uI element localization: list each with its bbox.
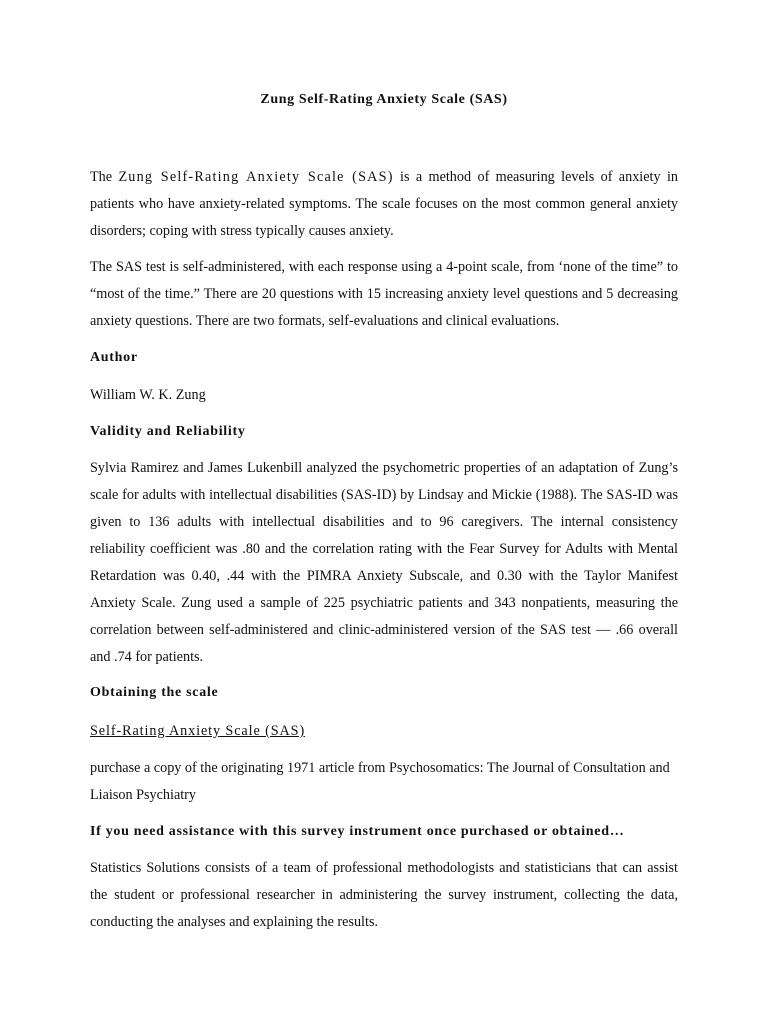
obtaining-heading: Obtaining the scale xyxy=(90,685,219,700)
validity-paragraph-block xyxy=(90,455,678,671)
document-title: Zung Self-Rating Anxiety Scale (SAS) xyxy=(260,92,508,107)
intro-paragraph-block xyxy=(90,164,678,245)
author-name: William W. K. Zung xyxy=(90,387,206,403)
validity-heading: Validity and Reliability xyxy=(90,424,246,439)
validity-paragraph: Sylvia Ramirez and James Lukenbill analyzed the psychometric properties of an adaptation of Zung’s scale for adults with intellectual disabilities (SAS-ID) by Lindsay and Mickie (1988). The SAS-ID was given to 136 adults with intellectual disabilities and to 96 caregivers. The internal consistency reliability coefficient was .80 and the correlation rating with the Fear Survey for Adults with Mental Retardation was 0.40, .44 with the PIMRA Anxiety Subscale, and 0.30 with the Taylor Manifest Anxiety Scale. Zung used a sample of 225 psychiatric patients and 343 nonpatients, measuring the correlation between self-administered and clinic-administered version of the SAS test — .66 overall and .74 for patients. xyxy=(90,460,678,665)
sas-description-paragraph: The SAS test is self-administered, with each response using a 4-point scale, from ‘none of the time” to “most of the time.” There are 20 questions with 15 increasing anxiety level questions and 5 decreasing anxiety questions. There are two formats, self-evaluations and clinical evaluations. xyxy=(90,259,678,329)
assistance-paragraph: Statistics Solutions consists of a team of professional methodologists and statisticians that can assist the student or professional researcher in administering the survey instrument, collecting the data, conducting the analyses and explaining the results. xyxy=(90,860,678,930)
intro-suffix: is a method of measuring levels of anxiety in patients who have anxiety-related symptoms. The scale focuses on the most common general anxiety disorders; coping with stress typically causes anxiety. xyxy=(90,169,678,239)
intro-paragraph xyxy=(90,164,678,245)
purchase-paragraph: purchase a copy of the originating 1971 article from Psychosomatics: The Journal of Consultation and Liaison Psychiatry xyxy=(90,760,670,803)
purchase-paragraph-block xyxy=(90,755,678,809)
assistance-paragraph-block xyxy=(90,855,678,936)
sas-description-block xyxy=(90,254,678,335)
assistance-heading: If you need assistance with this survey instrument once purchased or obtained… xyxy=(90,824,625,839)
intro-scale-name: Zung Self-Rating Anxiety Scale (SAS) xyxy=(118,169,394,185)
intro-prefix: The xyxy=(90,169,119,185)
author-heading: Author xyxy=(90,350,138,365)
sas-scale-link[interactable]: Self-Rating Anxiety Scale (SAS) xyxy=(90,723,306,739)
